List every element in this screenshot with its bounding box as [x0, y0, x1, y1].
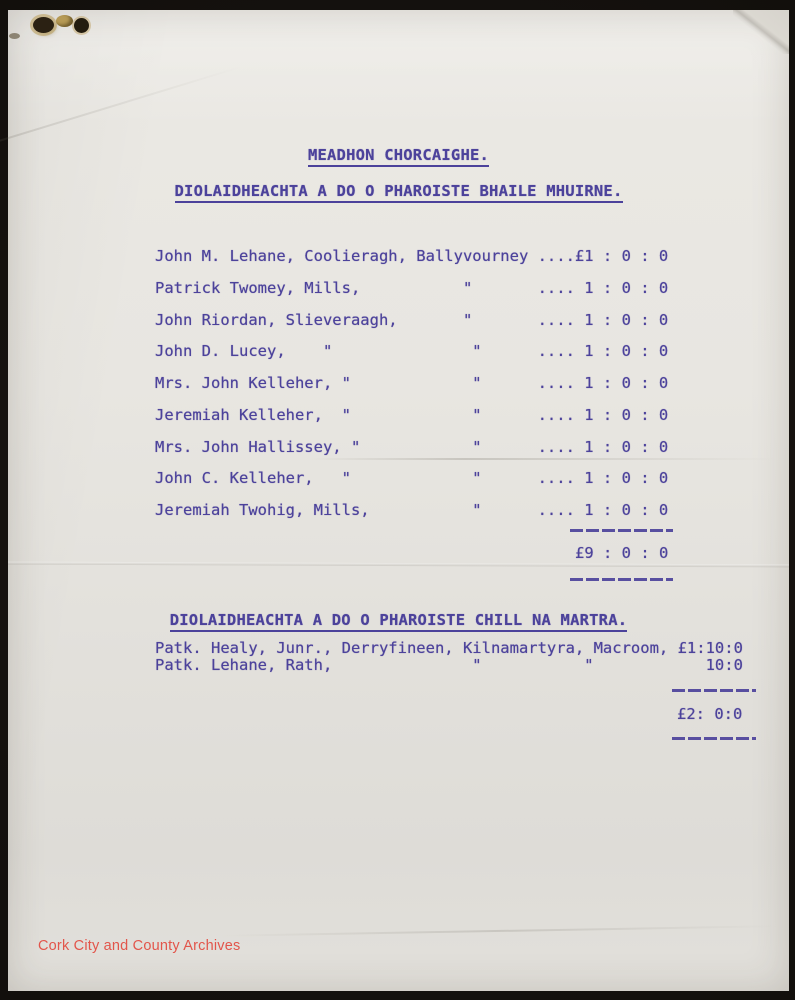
- crease-line: [218, 925, 778, 937]
- document-page: [8, 10, 789, 991]
- total-rule: [570, 529, 673, 532]
- section2-total-amount: £2: 0:0: [677, 705, 743, 723]
- staple-rust-mark: [74, 18, 89, 33]
- section2-subscription-list: [155, 640, 743, 674]
- section1-heading-row: [8, 182, 789, 203]
- staple-rust-mark: [33, 17, 54, 33]
- document-title: MEADHON CHORCAIGHE.: [308, 146, 489, 167]
- ledger-row: John M. Lehane, Coolieragh, Ballyvourney ....£1 : 0 : 0: [155, 247, 669, 265]
- staple-rust-mark: [56, 15, 73, 27]
- ledger-row: John C. Kelleher, " " .... 1 : 0 : 0: [155, 469, 669, 488]
- crease-line: [0, 66, 242, 147]
- section2-heading-row: [8, 611, 789, 632]
- ledger-row: Mrs. John Kelleher, " " .... 1 : 0 : 0: [155, 374, 669, 392]
- ledger-row: Jeremiah Twohig, Mills, " .... 1 : 0 : 0: [155, 501, 669, 519]
- ledger-row: Patk. Lehane, Rath, " " 10:0: [155, 656, 743, 674]
- ledger-row: Patk. Healy, Junr., Derryfineen, Kilnamartyra, Macroom, £1:10:0: [155, 639, 743, 657]
- ledger-row: Patrick Twomey, Mills, " .... 1 : 0 : 0: [155, 278, 669, 297]
- section1-total-amount: £9 : 0 : 0: [575, 544, 669, 562]
- ledger-row: Mrs. John Hallissey, " " .... 1 : 0 : 0: [155, 437, 669, 456]
- crease-line: [8, 562, 789, 568]
- archive-watermark: Cork City and County Archives: [38, 938, 241, 954]
- section2-heading: DIOLAIDHEACHTA A DO O PHAROISTE CHILL NA MARTRA.: [170, 611, 628, 632]
- total-rule: [570, 578, 673, 581]
- total-rule: [672, 737, 756, 740]
- total-rule: [672, 689, 756, 692]
- ledger-row: Jeremiah Kelleher, " " .... 1 : 0 : 0: [155, 405, 669, 424]
- ledger-row: John Riordan, Slieveraagh, " .... 1 : 0 : 0: [155, 310, 669, 329]
- section1-heading: DIOLAIDHEACHTA A DO O PHAROISTE BHAILE MHUIRNE.: [175, 182, 623, 203]
- section1-subscription-list: [155, 241, 668, 527]
- ledger-row: John D. Lucey, " " .... 1 : 0 : 0: [155, 342, 669, 361]
- corner-fold: [733, 10, 789, 54]
- document-title-row: [8, 146, 789, 167]
- staple-rust-mark: [9, 33, 20, 39]
